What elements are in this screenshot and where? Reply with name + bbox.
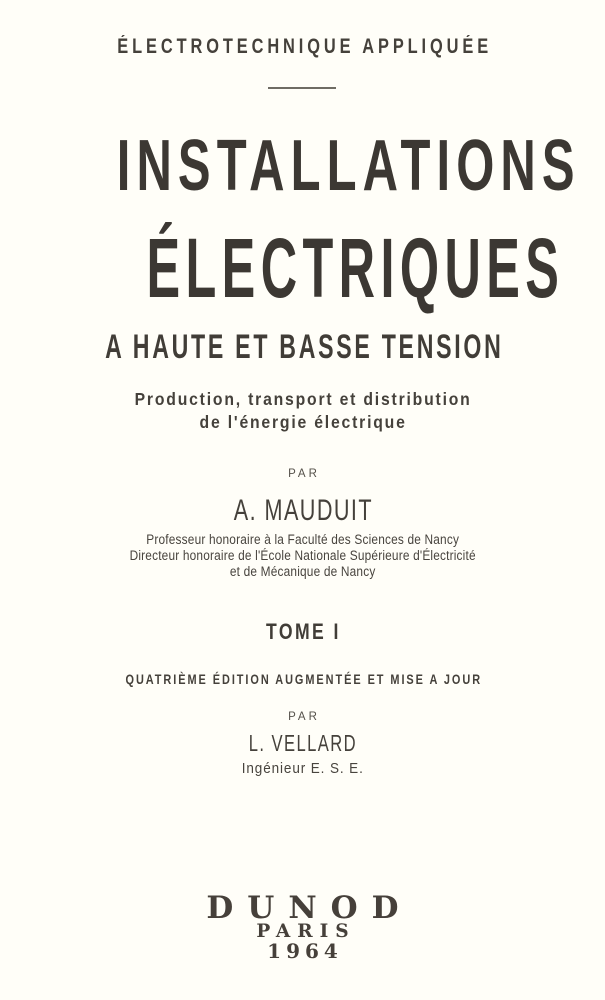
publisher-city-text: PARIS	[256, 921, 356, 942]
book-title-line-1	[0, 126, 605, 206]
divider-rule	[268, 87, 336, 89]
book-title-line-1-text: INSTALLATIONS	[116, 126, 581, 206]
par-label-reviser: PAR	[288, 711, 320, 723]
author-title-line-2: Directeur honoraire de l'École Nationale Supérieure d'Électricité	[129, 547, 476, 563]
book-title-line-2	[0, 221, 605, 315]
edition-note	[0, 672, 605, 686]
author-title-line-1: Professeur honoraire à la Faculté des Sciences de Nancy	[146, 532, 459, 547]
author-titles	[0, 532, 605, 579]
author-title-line-3: et de Mécanique de Nancy	[229, 563, 376, 579]
edition-note-text: QUATRIÈME ÉDITION AUGMENTÉE ET MISE A JOUR	[125, 671, 482, 687]
tagline-line-2: de l'énergie électrique	[199, 412, 407, 432]
reviser-title-text: Ingénieur E. S. E.	[241, 760, 364, 777]
series-title	[0, 36, 605, 57]
reviser-name-text: L. VELLARD	[249, 730, 358, 756]
tagline-line-1: Production, transport et distribution	[134, 389, 472, 409]
author-name-text: A. MAUDUIT	[233, 494, 373, 527]
reviser-title	[0, 761, 605, 776]
book-subtitle	[0, 330, 605, 364]
tome-label-text: TOME I	[266, 619, 342, 644]
book-tagline	[0, 388, 605, 434]
publisher-name	[0, 890, 605, 926]
book-subtitle-text: A HAUTE ET BASSE TENSION	[104, 328, 504, 366]
par-label-author: PAR	[288, 468, 320, 480]
series-title-text: ÉLECTROTECHNIQUE APPLIQUÉE	[117, 35, 492, 58]
book-title-line-2-text: ÉLECTRIQUES	[146, 221, 565, 315]
publication-year	[0, 941, 605, 961]
publisher-name-text: DUNOD	[206, 890, 413, 926]
publication-year-text: 1964	[267, 939, 343, 963]
reviser-name	[0, 732, 605, 755]
tome-label	[0, 621, 605, 643]
author-name	[0, 496, 605, 526]
